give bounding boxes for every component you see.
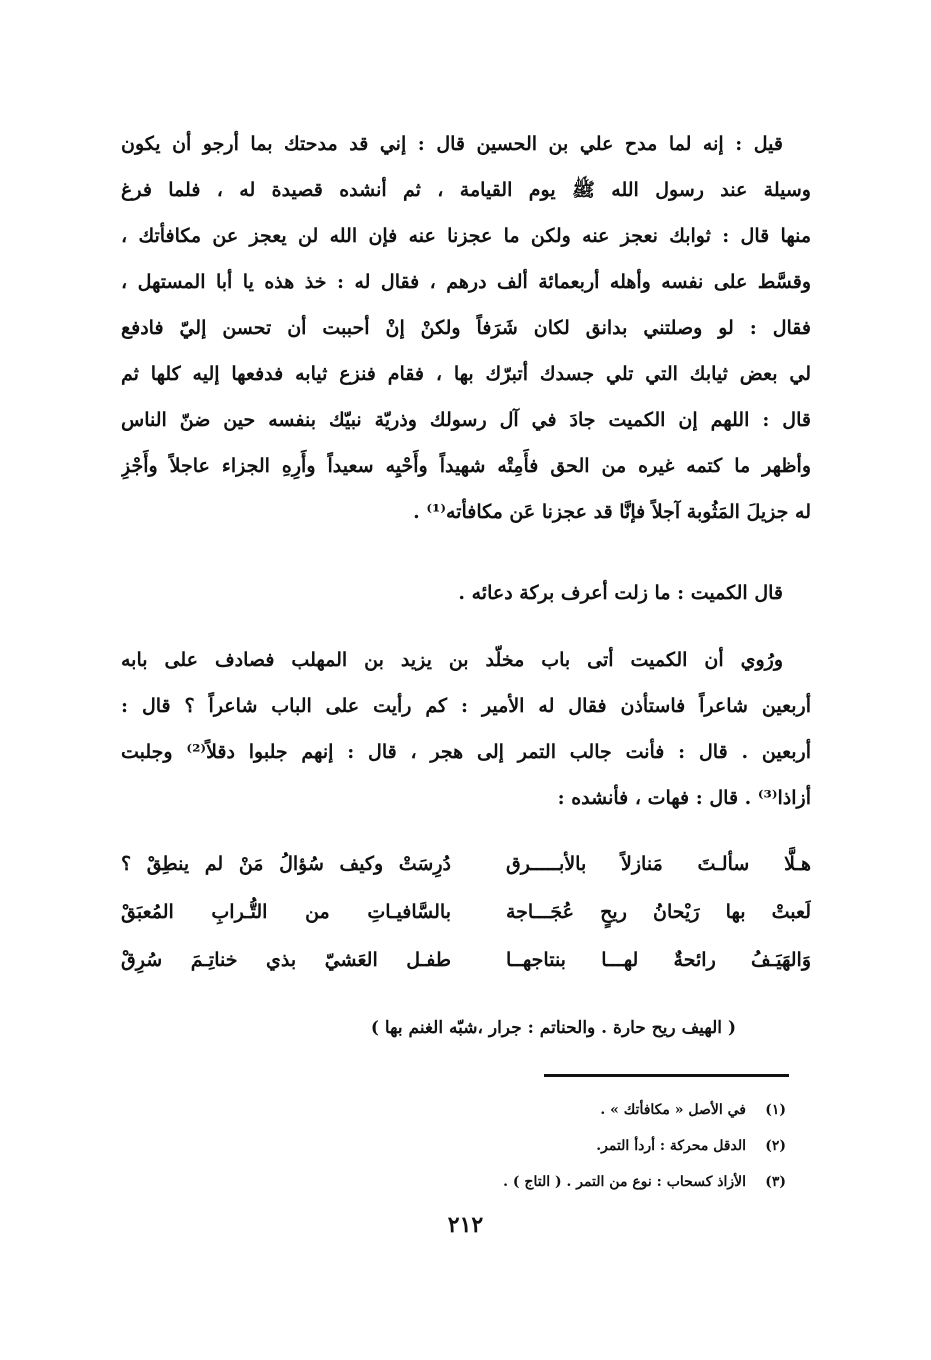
paragraph-ali-ibn-al-husayn (121, 121, 811, 535)
text-line: وأظهر ما كتمه غيره من الحق فأَمِتْه شهيداً وأَحْيِه سعيداً وأَرِهِ الجزاء عاجلاً وأَجْزِ (121, 455, 811, 477)
poem-verse (121, 888, 811, 936)
footnote-text: الدقل محركة : أردأ التمر. (596, 1138, 746, 1154)
first-hemistich: لَعبتْ بها رَيْحانُ ريحٍ عُجَـــاجة (506, 901, 811, 923)
text-line: قيل : إنه لما مدح علي بن الحسين قال : إني قد مدحتك بما أرجو أن يكون (121, 133, 783, 155)
poem-verse (121, 840, 811, 888)
paragraph-kumayt-saying (121, 570, 811, 616)
footnote-divider (544, 1074, 789, 1077)
poem (121, 840, 811, 984)
footnote (266, 1092, 786, 1128)
footnote-text: في الأصل « مكافأتك » . (600, 1102, 746, 1118)
footnote-number: (١) (765, 1102, 786, 1118)
text-line: ورُوي أن الكميت أتى باب مخلّد بن يزيد بن المهلب فصادف على بابه (121, 649, 783, 671)
text-line: منها قال : ثوابك نعجز عنه ولكن ما عجزنا عنه فإن الله لن يعجز عن مكافأتك ، (121, 225, 811, 247)
page-number: ٢١٢ (447, 1212, 484, 1238)
footnote-number: (٢) (765, 1138, 786, 1154)
text-line: فقال : لو وصلتني بدانق لكان شَرَفاً ولكنْ إنْ أحببت أن تحسن إليّ فادفع (121, 317, 811, 339)
first-hemistich: وَالهَيَـفُ رائحةٌ لهـــا بنتاجهــا (506, 949, 811, 971)
text-line: قال الكميت : ما زلت أعرف بركة دعائه . (458, 582, 783, 604)
text-line: وسيلة عند رسول الله ﷺ يوم القيامة ، ثم أنشده قصيدة له ، فلما فرغ (121, 179, 811, 201)
second-hemistich: دُرِسَتْ وكيف سُؤالُ مَنْ لم ينطِقْ ؟ (121, 853, 451, 875)
text-line: وقسَّط على نفسه وأهله أربعمائة ألف درهم ، فقال له : خذ هذه يا أبا المستهل ، (121, 271, 811, 293)
first-hemistich: هـلَّا سألـتَ مَنازلاً بالأبـــــرق (506, 853, 811, 875)
second-hemistich: طفـل العَشيّ بذي خناتِـمَ سُرِقْ (121, 949, 451, 971)
footnote (266, 1128, 786, 1164)
text-line: لي بعض ثيابك التي تلي جسدك أتبرّك بها ، فقام فنزع ثيابه فدفعها إليه كلها ثم (121, 363, 811, 385)
second-hemistich: بالسَّافيـاتِ من التُّـرابِ المُعبَقْ (121, 901, 451, 923)
text-line: قال : اللهم إن الكميت جادَ في آل رسولك وذريّة نبيّك بنفسه حين ضنّ الناس (121, 409, 811, 431)
footnote-number: (٣) (765, 1174, 786, 1190)
poem-gloss: ( الهيف ريح حارة . والحناتم : جرار ،شبّه الغنم بها ) (370, 1018, 736, 1038)
footnotes (266, 1092, 786, 1200)
text-line: له جزيلَ المَثُوبة آجلاً فإنَّا قد عجزنا عَن مكافأته⁽¹⁾ . (413, 501, 811, 523)
footnote-text: الأزاذ كسحاب : نوع من التمر . ( التاج ) . (503, 1174, 746, 1190)
text-line: أربعين . قال : فأنت جالب التمر إلى هجر ، قال : إنهم جلبوا دقلاً⁽²⁾ وجلبت (121, 741, 811, 763)
text-line: أربعين شاعراً فاستأذن فقال له الأمير : كم رأيت على الباب شاعراً ؟ قال : (121, 695, 811, 717)
text-line: أزاذا⁽³⁾ . قال : فهات ، فأنشده : (557, 787, 811, 809)
footnote (266, 1164, 786, 1200)
poem-verse (121, 936, 811, 984)
paragraph-mukhallad-story (121, 637, 811, 821)
